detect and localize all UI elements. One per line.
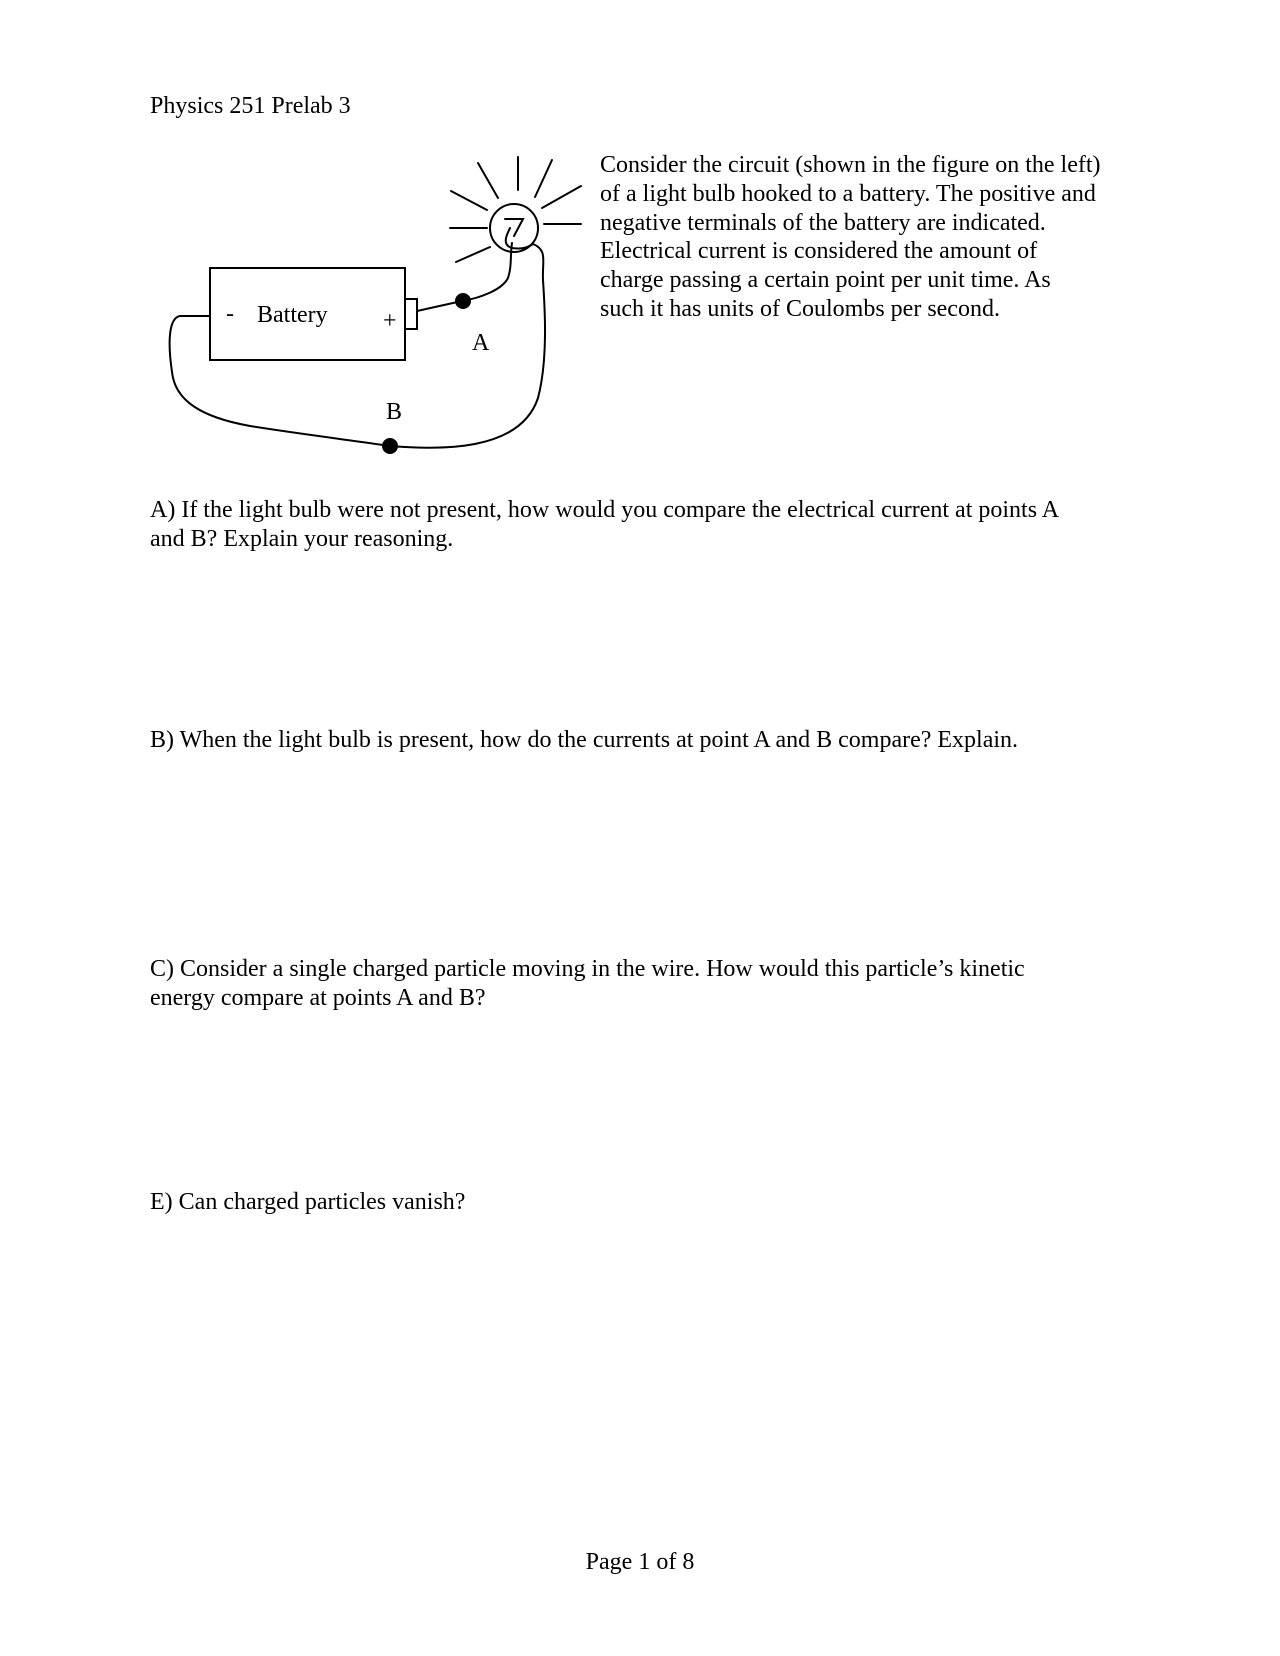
question-line: B) When the light bulb is present, how do the currents at point A and B compare? Explain. bbox=[150, 727, 1019, 753]
battery-positive-nub bbox=[405, 299, 417, 329]
intro-line: of a light bulb hooked to a battery. The positive and bbox=[600, 180, 1096, 207]
question-line: energy compare at points A and B? bbox=[150, 985, 486, 1011]
point-b-label: B bbox=[386, 399, 403, 425]
point-a-label: A bbox=[472, 330, 490, 356]
question-line: and B? Explain your reasoning. bbox=[150, 526, 454, 552]
intro-paragraph bbox=[600, 151, 1160, 324]
point-a-dot bbox=[455, 293, 471, 309]
question-a bbox=[150, 496, 1150, 554]
intro-line: negative terminals of the battery are indicated. bbox=[600, 209, 1046, 236]
bulb-ray bbox=[542, 186, 581, 208]
intro-line: such it has units of Coulombs per second. bbox=[600, 295, 1000, 322]
intro-line: Electrical current is considered the amount of bbox=[600, 238, 1038, 265]
question-e bbox=[150, 1188, 1150, 1217]
page-number: Page 1 of 8 bbox=[585, 1549, 695, 1575]
question-b bbox=[150, 726, 1150, 755]
negative-terminal-label: - bbox=[226, 301, 234, 327]
positive-terminal-label: + bbox=[383, 308, 397, 334]
battery-label: Battery bbox=[257, 302, 328, 328]
bulb-ray bbox=[535, 160, 552, 197]
intro-line: Consider the circuit (shown in the figure on the left) bbox=[600, 152, 1101, 178]
question-c bbox=[150, 955, 1150, 1013]
question-line: C) Consider a single charged particle moving in the wire. How would this particle’s kinetic bbox=[150, 956, 1025, 982]
intro-line: charge passing a certain point per unit time. As bbox=[600, 267, 1051, 294]
circuit-diagram bbox=[0, 0, 620, 470]
bulb-ray bbox=[478, 163, 498, 198]
page-title: Physics 251 Prelab 3 bbox=[150, 93, 351, 119]
point-b-dot bbox=[382, 438, 398, 454]
question-line: E) Can charged particles vanish? bbox=[150, 1189, 466, 1215]
bulb-filament bbox=[505, 219, 533, 249]
bulb-ray bbox=[456, 247, 490, 262]
question-line: A) If the light bulb were not present, how would you compare the electrical current at points A bbox=[150, 497, 1060, 523]
bulb-ray bbox=[451, 191, 487, 210]
